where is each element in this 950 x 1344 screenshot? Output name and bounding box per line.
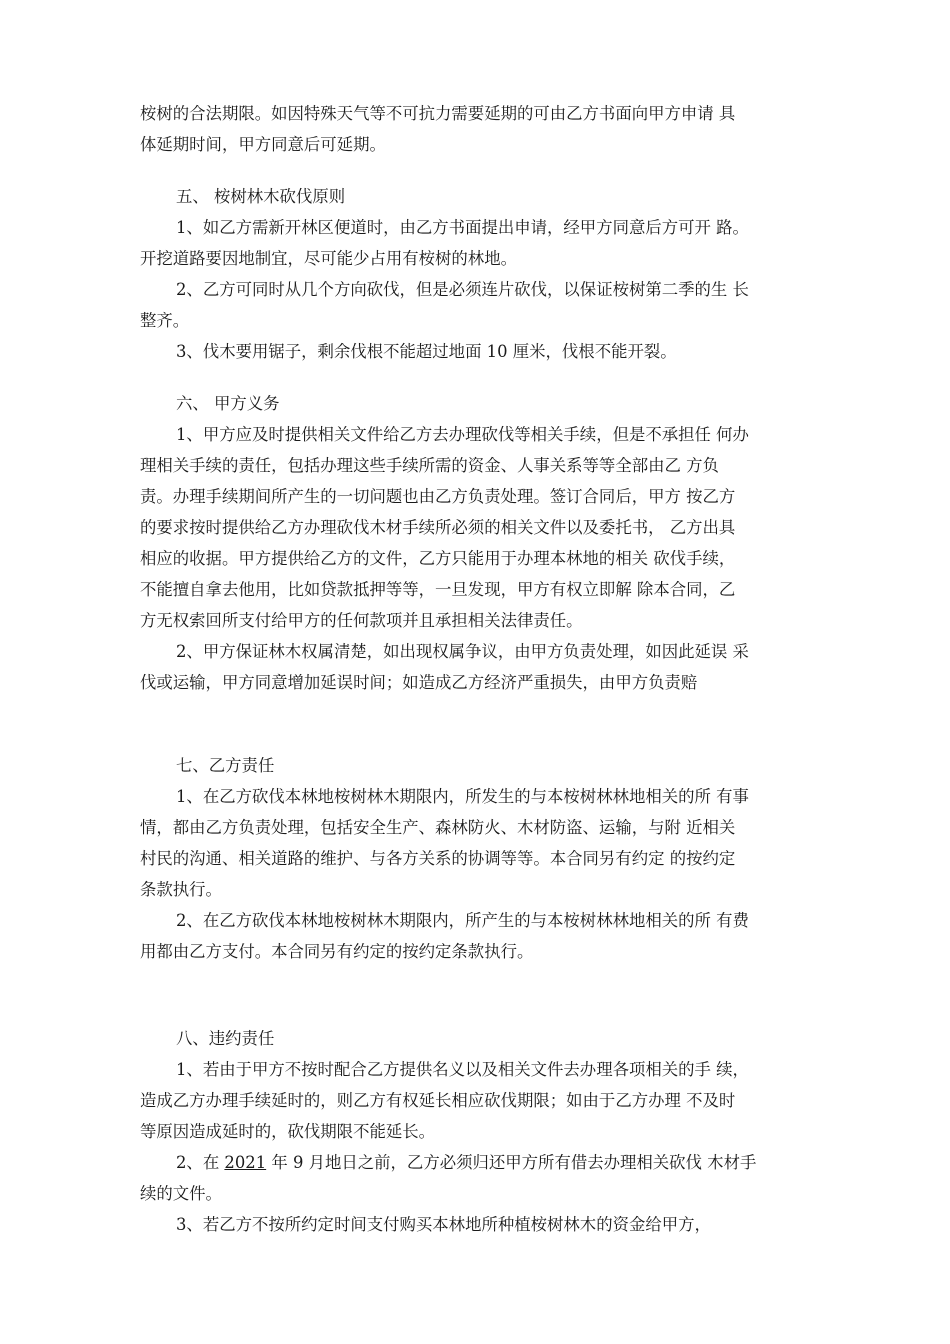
paragraph-line: 开挖道路要因地制宜，尽可能少占用有桉树的林地。 bbox=[140, 249, 517, 268]
item2-prefix: 2、在 bbox=[176, 1153, 225, 1172]
paragraph-line: 1、在乙方砍伐本林地桉树林木期限内，所发生的与本桉树林林地相关的所 有事 bbox=[176, 787, 749, 806]
section-heading-6: 六、 甲方义务 bbox=[176, 394, 280, 413]
paragraph-line: 1、甲方应及时提供相关文件给乙方去办理砍伐等相关手续，但是不承担任 何办 bbox=[176, 425, 749, 444]
contract-page bbox=[140, 98, 820, 1240]
paragraph-line: 3、伐木要用锯子，剩余伐根不能超过地面 10 厘米，伐根不能开裂。 bbox=[176, 342, 677, 361]
paragraph-line: 伐或运输，甲方同意增加延误时间；如造成乙方经济严重损失，由甲方负责赔 bbox=[140, 673, 698, 692]
paragraph-line: 整齐。 bbox=[140, 311, 190, 330]
section-heading-5: 五、 桉树林木砍伐原则 bbox=[176, 187, 346, 206]
paragraph-line: 等原因造成延时的，砍伐期限不能延长。 bbox=[140, 1122, 436, 1141]
paragraph-line: 相应的收据。甲方提供给乙方的文件，乙方只能用于办理本林地的相关 砍伐手续， bbox=[140, 549, 736, 568]
item2-suffix: 年 9 月地日之前，乙方必须归还甲方所有借去办理相关砍伐 木材手 bbox=[266, 1153, 757, 1172]
paragraph-line: 造成乙方办理手续延时的，则乙方有权延长相应砍伐期限；如由于乙方办理 不及时 bbox=[140, 1091, 736, 1110]
underlined-year: 2021 bbox=[224, 1153, 267, 1172]
paragraph-line: 3、若乙方不按所约定时间支付购买本林地所种植桉树林木的资金给甲方， bbox=[176, 1215, 711, 1234]
paragraph-line: 条款执行。 bbox=[140, 880, 222, 899]
paragraph-line: 不能擅自拿去他用，比如贷款抵押等等，一旦发现，甲方有权立即解 除本合同，乙 bbox=[140, 580, 736, 599]
paragraph-line: 的要求按时提供给乙方办理砍伐木材手续所必须的相关文件以及委托书， 乙方出具 bbox=[140, 518, 736, 537]
paragraph-line: 体延期时间，甲方同意后可延期。 bbox=[140, 135, 386, 154]
paragraph-line: 责。办理手续期间所产生的一切问题也由乙方负责处理。签订合同后，甲方 按乙方 bbox=[140, 487, 736, 506]
paragraph-line: 2、甲方保证林木权属清楚，如出现权属争议，由甲方负责处理，如因此延误 采 bbox=[176, 642, 749, 661]
paragraph-line: 2、在乙方砍伐本林地桉树林木期限内，所产生的与本桉树林林地相关的所 有费 bbox=[176, 911, 749, 930]
paragraph-line: 续的文件。 bbox=[140, 1184, 222, 1203]
paragraph-line: 情，都由乙方负责处理，包括安全生产、森林防火、木材防盗、运输，与附 近相关 bbox=[140, 818, 736, 837]
section-heading-8: 八、违约责任 bbox=[176, 1029, 275, 1048]
paragraph-line: 村民的沟通、相关道路的维护、与各方关系的协调等等。本合同另有约定 的按约定 bbox=[140, 849, 736, 868]
paragraph-line: 用都由乙方支付。本合同另有约定的按约定条款执行。 bbox=[140, 942, 534, 961]
paragraph-line: 1、如乙方需新开林区便道时，由乙方书面提出申请，经甲方同意后方可开 路。 bbox=[176, 218, 749, 237]
paragraph-line: 2、乙方可同时从几个方向砍伐，但是必须连片砍伐，以保证桉树第二季的生 长 bbox=[176, 280, 749, 299]
section-heading-7: 七、乙方责任 bbox=[176, 756, 275, 775]
paragraph-line: 方无权索回所支付给甲方的任何款项并且承担相关法律责任。 bbox=[140, 611, 583, 630]
paragraph-line: 桉树的合法期限。如因特殊天气等不可抗力需要延期的可由乙方书面向甲方申请 具 bbox=[140, 104, 736, 123]
paragraph-line: 1、若由于甲方不按时配合乙方提供名义以及相关文件去办理各项相关的手 续， bbox=[176, 1060, 749, 1079]
paragraph-line bbox=[140, 1147, 820, 1178]
paragraph-line: 理相关手续的责任，包括办理这些手续所需的资金、人事关系等等全部由乙 方负 bbox=[140, 456, 719, 475]
